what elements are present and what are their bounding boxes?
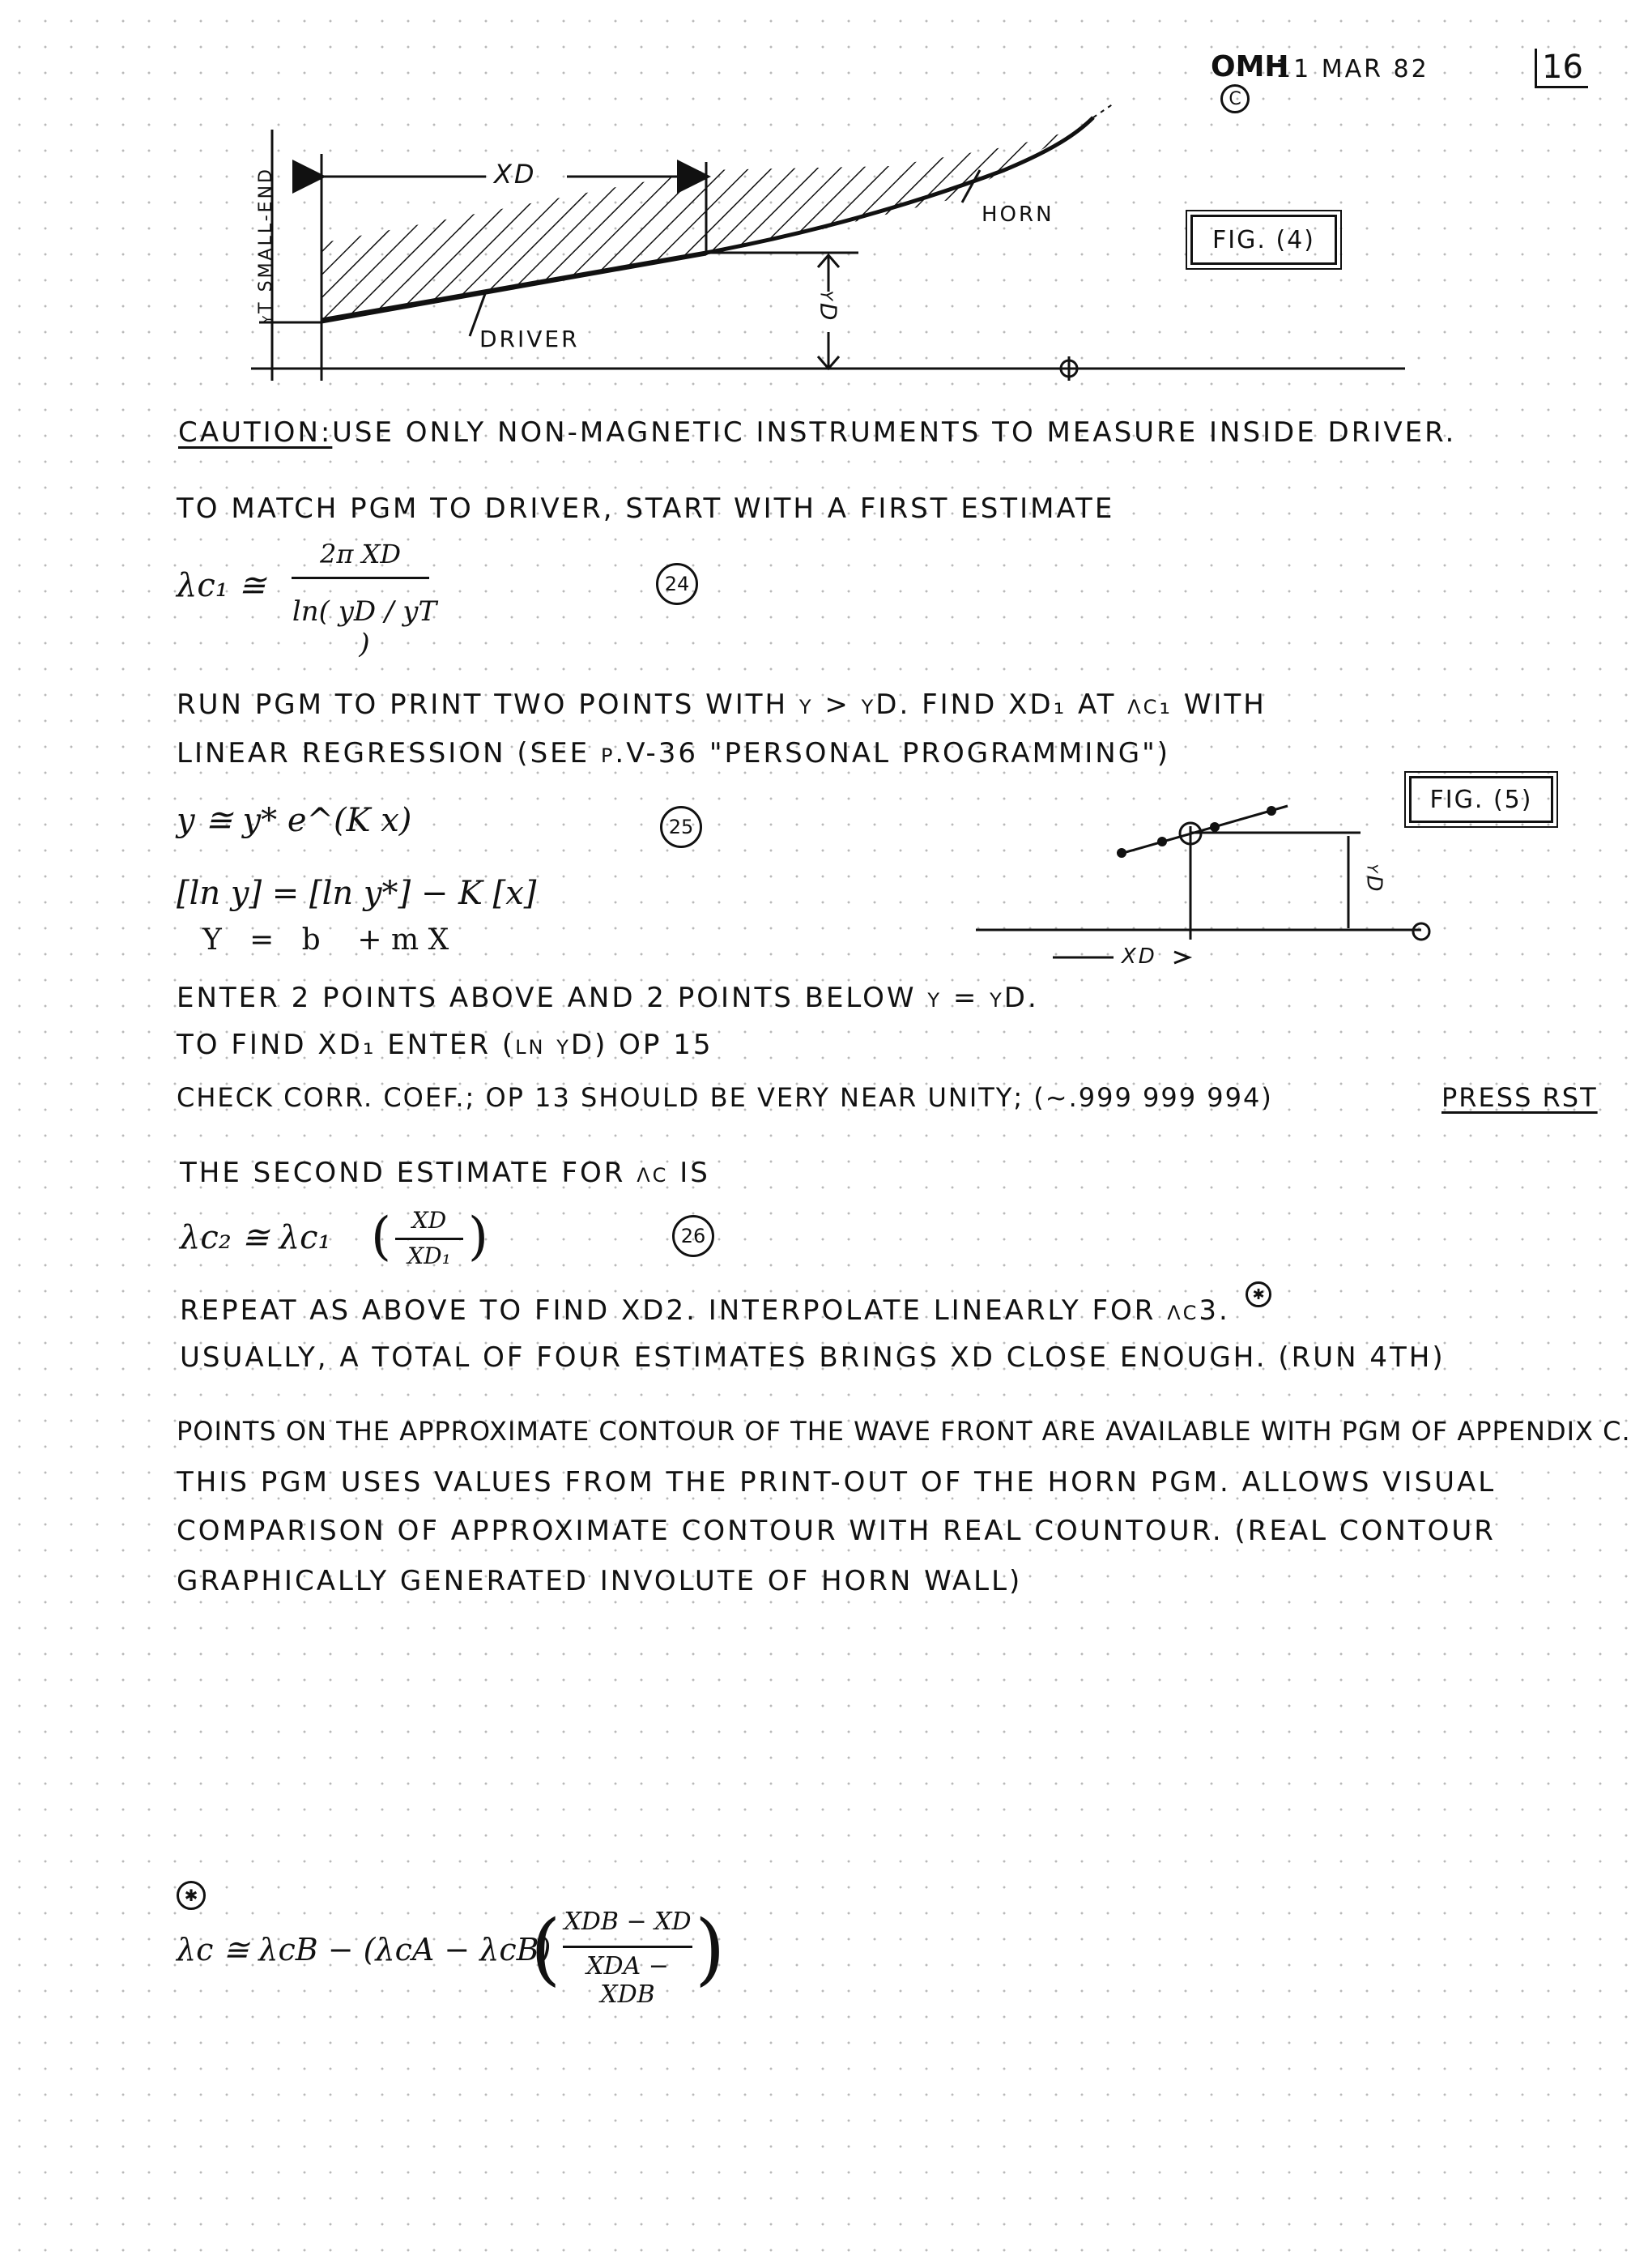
eq26-paren-close: )	[468, 1207, 488, 1267]
repeat-line: REPEAT AS ABOVE TO FIND XD2. INTERPOLATE LINEARLY FOR λc3.	[180, 1294, 1230, 1327]
points-line-2: THIS PGM USES VALUES FROM THE PRINT-OUT OF THE HORN PGM. ALLOWS VISUAL	[177, 1466, 1497, 1498]
eq25-line3: Y = b + m X	[202, 923, 449, 957]
eq26-denominator: XD₁	[407, 1243, 451, 1269]
eq26-number: 26	[672, 1215, 714, 1257]
fig5-yd-label: yD	[1361, 863, 1386, 894]
footnote-numerator: XDB − XD	[564, 1908, 692, 1936]
footnote-fraction-bar	[563, 1946, 692, 1948]
copyright-icon: C	[1220, 84, 1250, 113]
page-date: 11 MAR 82	[1275, 55, 1429, 83]
eq24-number: 24	[656, 563, 698, 605]
points-line-3: COMPARISON OF APPROXIMATE CONTOUR WITH REAL COUNTOUR. (REAL CONTOUR	[177, 1515, 1496, 1547]
eq24-numerator: 2π XD	[320, 539, 401, 569]
footnote-paren-open: (	[530, 1904, 561, 1994]
page-number: 16	[1535, 49, 1588, 88]
caution-text: USE ONLY NON-MAGNETIC INSTRUMENTS TO MEASURE INSIDE DRIVER.	[332, 416, 1457, 449]
run-line-2: LINEAR REGRESSION (SEE p.V-36 "PERSONAL PROGRAMMING")	[177, 737, 1170, 770]
run-line-1: RUN PGM TO PRINT TWO POINTS WITH y > yD. FIND XD₁ AT λc₁ WITH	[177, 688, 1267, 721]
eq24-denominator: ln( yD / yT )	[292, 595, 437, 660]
eq24-lhs: λc₁ ≅	[177, 567, 266, 604]
eq25-line2: [ln y] = [ln y*] − K [x]	[177, 875, 537, 912]
eq26-fraction-bar	[395, 1238, 463, 1240]
fig4-xd-label: XD	[494, 159, 537, 190]
fig4-yd-label: yD	[815, 290, 842, 323]
press-rst: PRESS RST	[1441, 1082, 1598, 1113]
fig4-caption: FIG. (4)	[1190, 215, 1337, 265]
find-line: TO FIND XD₁ ENTER (ln yD) OP 15	[177, 1029, 713, 1061]
footnote-lhs: λc ≅ λcB − (λcA − λcB)	[177, 1932, 551, 1967]
author-initials: OMH	[1211, 50, 1289, 83]
fig5-caption: FIG. (5)	[1409, 776, 1553, 823]
footnote-denominator: XDA − XDB	[586, 1952, 669, 2009]
fig4-yt-label: yT SMALL-END	[255, 167, 276, 323]
match-intro: TO MATCH PGM TO DRIVER, START WITH A FIRST ESTIMATE	[177, 492, 1115, 525]
fig4-horn-label: HORN	[982, 202, 1054, 227]
usually-line: USUALLY, A TOTAL OF FOUR ESTIMATES BRINGS XD CLOSE ENOUGH. (RUN 4TH)	[180, 1341, 1446, 1374]
points-line-4: GRAPHICALLY GENERATED INVOLUTE OF HORN WALL)	[177, 1565, 1023, 1597]
footnote-paren-close: )	[695, 1904, 726, 1994]
footnote-marker-icon: ✱	[1246, 1281, 1271, 1307]
enter-line: ENTER 2 POINTS ABOVE AND 2 POINTS BELOW y = yD.	[177, 982, 1039, 1014]
check-line: CHECK CORR. COEF.; OP 13 SHOULD BE VERY NEAR UNITY; (~.999 999 994)	[177, 1082, 1273, 1113]
eq26-numerator: XD	[411, 1207, 447, 1234]
points-line-1: POINTS ON THE APPROXIMATE CONTOUR OF THE WAVE FRONT ARE AVAILABLE WITH PGM OF APPENDIX C.	[177, 1416, 1631, 1447]
second-estimate-intro: THE SECOND ESTIMATE FOR λc IS	[180, 1157, 710, 1189]
fig4-driver-label: DRIVER	[479, 326, 580, 352]
fig5-xd-label: XD	[1122, 944, 1157, 969]
eq26-paren-open: (	[371, 1207, 391, 1267]
eq26-lhs: λc₂ ≅ λc₁	[180, 1219, 331, 1256]
eq25-number: 25	[660, 806, 702, 848]
caution-label: CAUTION:	[178, 416, 333, 449]
footnote-star-icon: ✱	[177, 1881, 206, 1910]
eq25-line1: y ≅ y* e^(K x)	[177, 802, 412, 839]
